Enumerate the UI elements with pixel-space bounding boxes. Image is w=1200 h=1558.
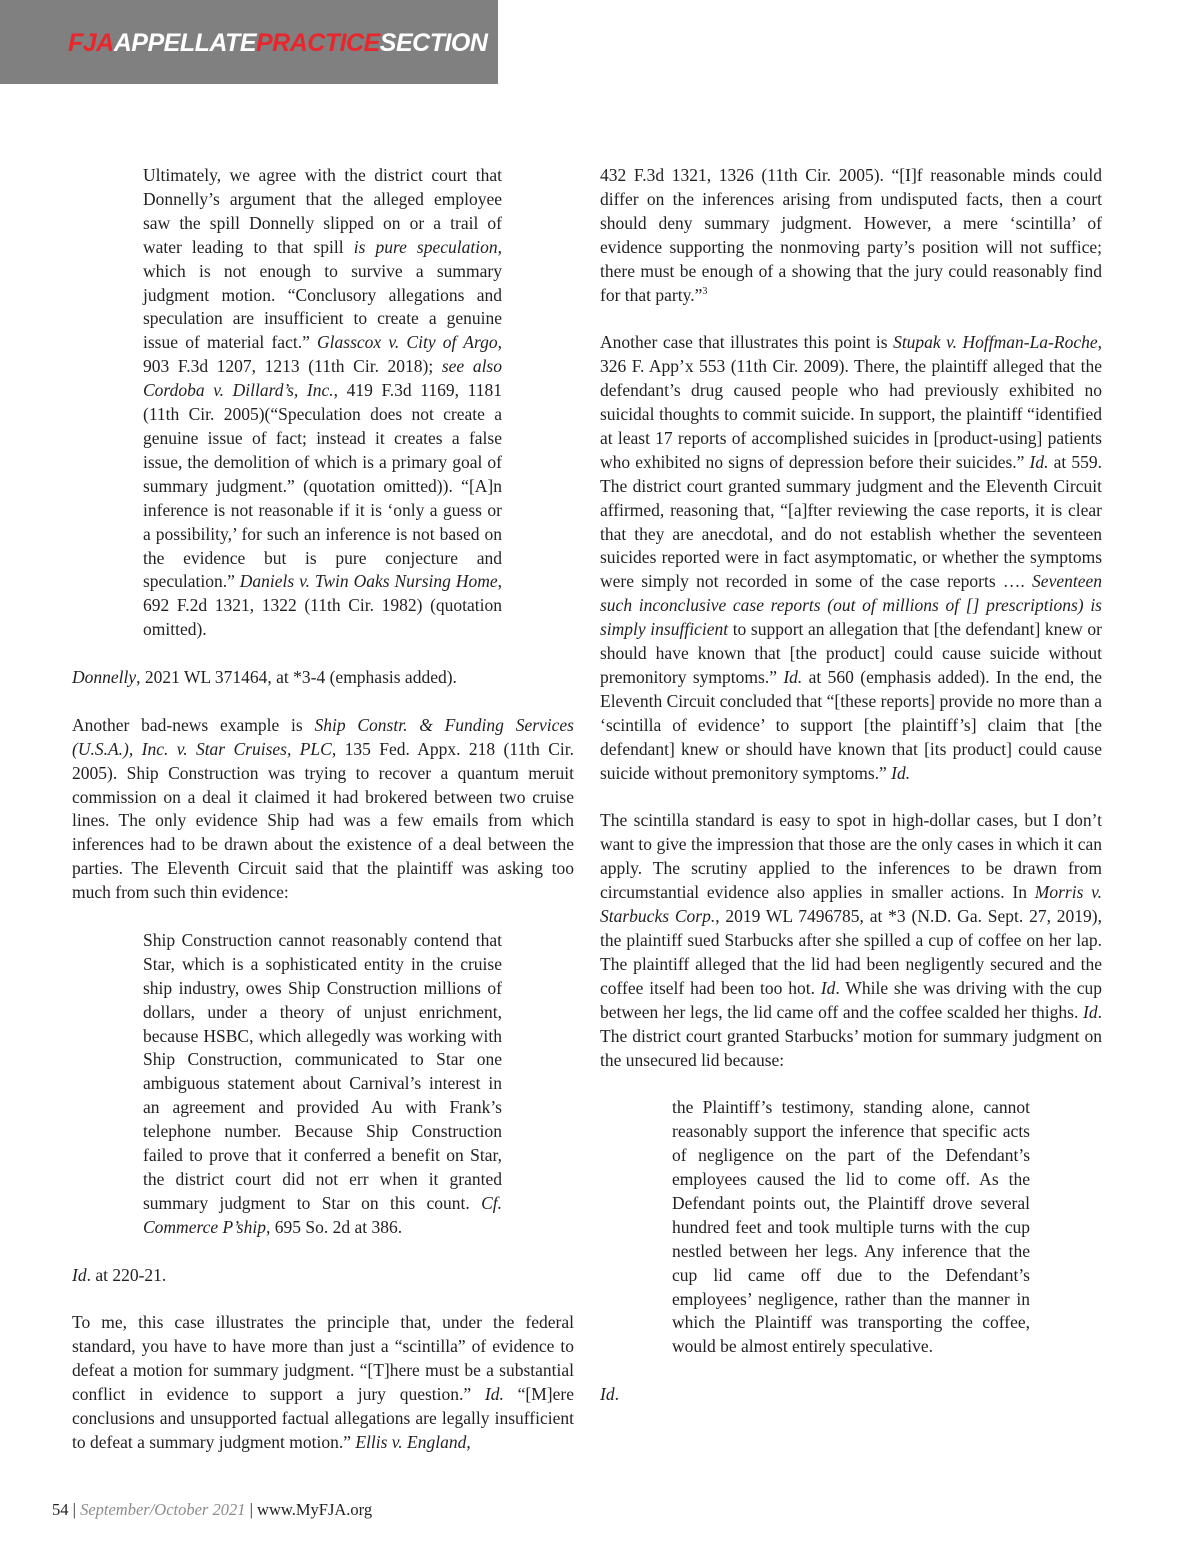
paragraph-morris-starbucks: The scintilla standard is easy to spot in high-dollar cases, but I don’t want to give the impression that those are the only cases in which it can apply. The scrutiny applied to the inferences to be drawn from circumstantial evidence also applies in smaller actions. In Morris v. Starbucks Corp., 2019 WL 7496785, at *3 (N.D. Ga. Sept. 27, 2019), the plaintiff sued Starbucks after she spilled a cup of coffee on her lap. The plaintiff alleged that the lid had been negligently secured and the coffee itself had been too hot. Id. While she was driving with the cup between her legs, the lid came off and the coffee scalded her thighs. Id. The district court granted Starbucks’ motion for summary judgment on the unsecured lid because: [600, 810, 1103, 1070]
block-quote-ship-construction: Ship Construction cannot reasonably contend that Star, which is a sophisticated entity in the cruise ship industry, owes Ship Construction millions of dollars, under a theory of unjust enrichment, because HSBC, which allegedly was working with Ship Construction, communicated to Star one ambiguous statement about Carnival’s interest in an agreement and provided Au with Frank’s telephone number. Because Ship Construction failed to prove that it conferred a benefit on Star, the district court did not err when it granted summary judgment to Star on this count. Cf. Commerce P’ship, 695 So. 2d at 386. [143, 929, 502, 1237]
page-footer: 54 | September/October 2021 | www.MyFJA.org [52, 1500, 373, 1519]
page-number: 54 [52, 1500, 69, 1519]
paragraph-ellis-continued: 432 F.3d 1321, 1326 (11th Cir. 2005). “[I]f reasonable minds could differ on the inferences arising from undisputed facts, then a court should deny summary judgment. However, a mere ‘scintilla’ of evidence supporting the nonmoving party’s position will not suffice; there must be enough of a showing that the jury could reasonably find for that party.”$^3$ [600, 165, 1102, 305]
citation-id-220: Id. at 220-21. [72, 1264, 167, 1285]
footnote-marker: 3 [702, 285, 708, 297]
paragraph-stupak: Another case that illustrates this point is Stupak v. Hoffman-La-Roche, 326 F. App’x 553 (11th Cir. 2009). There, the plaintiff alleged that the defendant’s drug caused people who had previously exhibited no suicidal thoughts to commit suicide. In support, the plaintiff “identified at least 17 reports of accomplished suicides in [product-using] patients who exhibited no signs of depression before their suicides.” Id. at 559. The district court granted summary judgment and the Eleventh Circuit affirmed, reasoning that, “[a]fter reviewing the case reports, it is clear that they are anecdotal, and do not establish whether the seventeen suicides reported were in fact asymptomatic, or whether the symptoms were simply not recorded in some of the case reports …. Seventeen such inconclusive case reports (out of millions of [] prescriptions) is simply insufficient to support an allegation that [the defendant] knew or should have known that [the product] could cause suicide without premonitory symptoms.” Id. at 560 (emphasis added). In the end, the Eleventh Circuit concluded that “[these reports] provide no more than a ‘scintilla of evidence’ to support [the plaintiff’s] claim that [the defendant] knew or should have known that [its product] could cause suicide without premonitory symptoms.” Id. [600, 332, 1102, 783]
paragraph-scintilla-principle: To me, this case illustrates the principle that, under the federal standard, you have to have more than just a “scintilla” of evidence to defeat a motion for summary judgment. “[T]here must be a substantial conflict in evidence to support a jury question.” Id. “[M]ere conclusions and unsupported factual allegations are legally insufficient to defeat a summary judgment motion.” Ellis v. England, [72, 1312, 574, 1452]
citation-id-final: Id. [600, 1384, 619, 1405]
block-quote-starbucks: the Plaintiff’s testimony, standing alone, cannot reasonably support the inference that specific acts of negligence on the part of the Defendant’s employees caused the lid to come off. As the Defendant points out, the Plaintiff drove several hundred feet and took multiple turns with the cup nestled between her legs. Any inference that the cup lid came off due to the Defendant’s employees’ negligence, rather than the manner in which the Plaintiff was transporting the coffee, would be almost entirely speculative. [672, 1097, 1030, 1357]
section-header-bar [0, 0, 498, 84]
left-column [72, 164, 574, 1455]
right-column [600, 164, 1102, 1407]
website-link[interactable]: www.MyFJA.org [257, 1500, 373, 1519]
block-quote-donnelly: Ultimately, we agree with the district court that Donnelly’s argument that the alleged employee saw the spill Donnelly slipped on or a trail of water leading to that spill is pure speculation, which is not enough to survive a summary judgment motion. “Conclusory allegations and speculation are insufficient to create a genuine issue of material fact.” Glasscox v. City of Argo, 903 F.3d 1207, 1213 (11th Cir. 2018); see also Cordoba v. Dillard’s, Inc., 419 F.3d 1169, 1181 (11th Cir. 2005)(“Speculation does not create a genuine issue of fact; instead it creates a false issue, the demolition of which is a primary goal of summary judgment.” (quotation omitted)). “[A]n inference is not reasonable if it is ‘only a guess or a possibility,’ for such an inference is not based on the evidence but is pure conjecture and speculation.” Daniels v. Twin Oaks Nursing Home, 692 F.2d 1321, 1322 (11th Cir. 1982) (quotation omitted). [143, 165, 502, 640]
issue-date: September/October 2021 [80, 1500, 246, 1519]
citation-donnelly: Donnelly, 2021 WL 371464, at *3-4 (emphasis added). [72, 667, 457, 688]
section-title: FJAAPPELLATEPRACTICESECTION [68, 29, 488, 57]
paragraph-ship-construction: Another bad-news example is Ship Constr. & Funding Services (U.S.A.), Inc. v. Star Cruises, PLC, 135 Fed. Appx. 218 (11th Cir. 2005). Ship Construction was trying to recover a quantum meruit commission on a deal it claimed it had brokered between two cruise lines. The only evidence Ship had was a few emails from which inferences had to be drawn about the existence of a deal between the parties. The Eleventh Circuit said that the plaintiff was asking too much from such thin evidence: [72, 714, 575, 903]
